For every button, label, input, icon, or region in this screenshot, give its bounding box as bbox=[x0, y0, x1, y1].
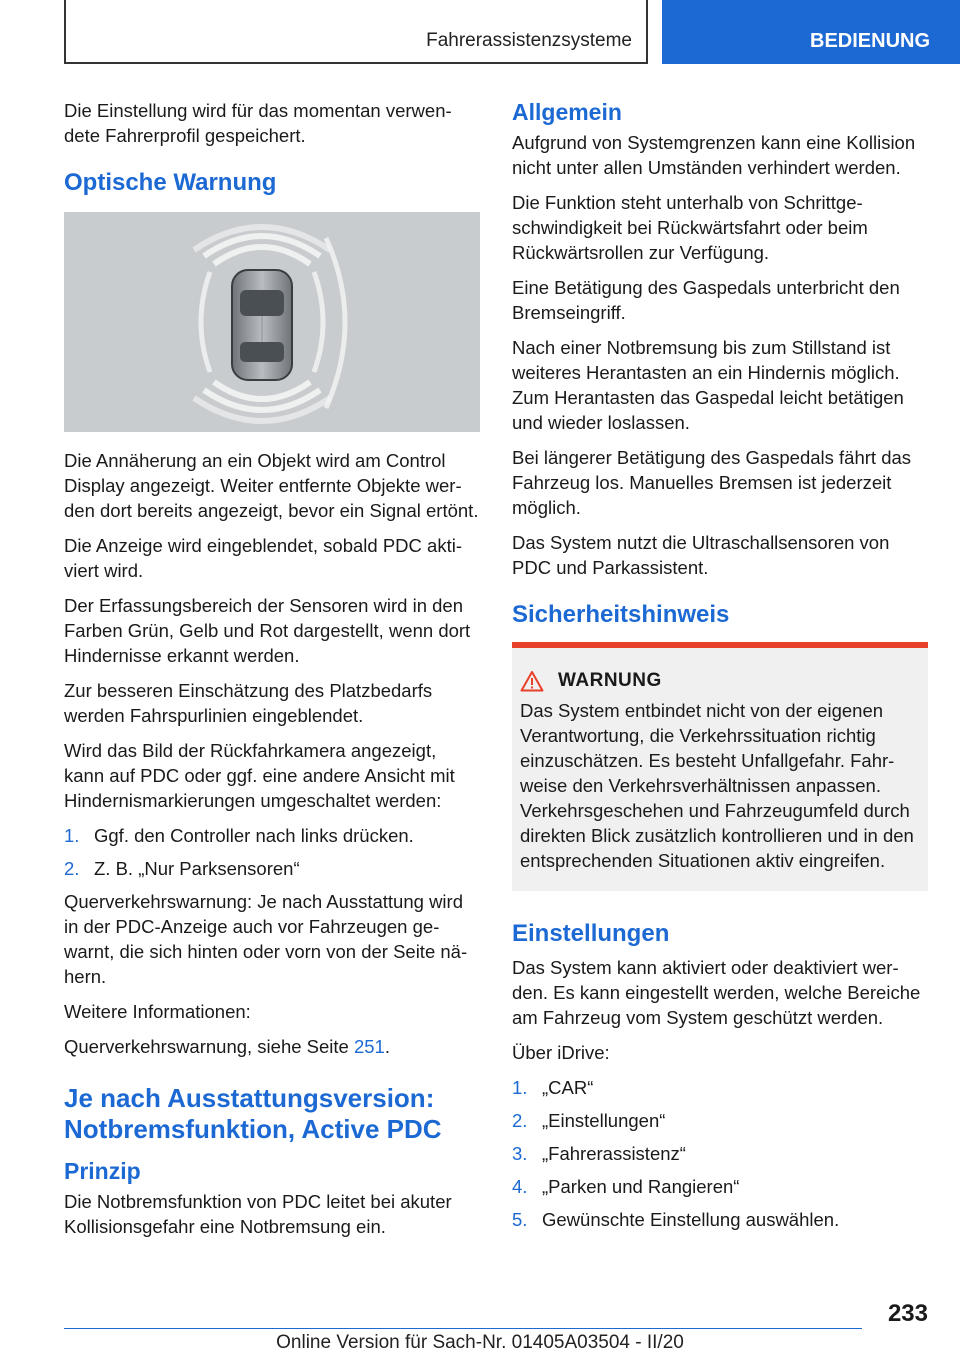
pdc-display-illustration bbox=[64, 212, 480, 432]
paragraph: Die Notbremsfunktion von PDC leitet bei akuter Kollisionsgefahr eine Notbremsung ein. bbox=[64, 1191, 452, 1237]
warning-triangle-icon bbox=[520, 670, 544, 692]
footer-text: Online Version für Sach-Nr. 01405A03504 - II/20 bbox=[276, 1332, 684, 1353]
warning-header bbox=[520, 670, 920, 692]
step-number: 5. bbox=[512, 1209, 528, 1230]
paragraph: Nach einer Notbremsung bis zum Stillstand ist weiteres Herantasten an ein Hindernis möglich. Zum Herantasten das Gaspedal leicht betätigen und wieder loslassen. bbox=[512, 337, 904, 433]
paragraph: Bei längerer Betätigung des Gaspedals fährt das Fahrzeug los. Manuelles Bremsen ist jederzeit möglich. bbox=[512, 447, 912, 518]
paragraph: Über iDrive: bbox=[512, 1042, 610, 1063]
step-number: 2. bbox=[64, 858, 80, 879]
header-chapter-title: BEDIENUNG bbox=[810, 30, 931, 52]
warning-box bbox=[512, 642, 928, 891]
paragraph: Zur besseren Einschätzung des Platzbedarfs werden Fahrspurlinien eingeblendet. bbox=[64, 680, 433, 726]
paragraph: Die Einstellung wird für das momentan verwendete Fahrerprofil gespeichert. bbox=[64, 100, 452, 146]
paragraph: Eine Betätigung des Gaspedals unterbricht den Bremseingriff. bbox=[512, 277, 900, 323]
list-item bbox=[512, 1174, 928, 1199]
paragraph: Aufgrund von Systemgrenzen kann eine Kollision nicht unter allen Umständen verhindert werden. bbox=[512, 132, 916, 178]
step-text: Ggf. den Controller nach links drücken. bbox=[94, 825, 414, 846]
list-item bbox=[512, 1075, 928, 1100]
car-sensor-icon bbox=[64, 212, 480, 432]
list-item bbox=[512, 1207, 928, 1232]
heading-optische-warnung: Optische Warnung bbox=[64, 169, 277, 196]
right-column bbox=[512, 98, 928, 1240]
list-item bbox=[512, 1141, 928, 1166]
heading-allgemein: Allgemein bbox=[512, 99, 622, 125]
header-chapter-box bbox=[662, 0, 960, 64]
list-item bbox=[512, 1108, 928, 1133]
step-number: 1. bbox=[64, 825, 80, 846]
heading-notbremsfunktion: Je nach Ausstattungsversion: Notbremsfunktion, Active PDC bbox=[64, 1083, 442, 1144]
page-number: 233 bbox=[887, 1300, 928, 1327]
paragraph bbox=[64, 1034, 480, 1059]
footer-divider bbox=[64, 1328, 862, 1329]
paragraph: Weitere Informationen: bbox=[64, 1001, 251, 1022]
warning-label: WARNUNG bbox=[558, 670, 662, 691]
warning-text: Das System entbindet nicht von der eigenen Verantwortung, die Verkehrssituation richtig einzuschätzen. Es besteht Unfallgefahr. Fahrweise den Verkehrsverhältnissen anpassen. Verkehrsgeschehen und Fahrzeugumfeld durch direkten Blick zusätzlich kontrollieren und in den entsprechenden Situationen aktiv eingreifen. bbox=[520, 700, 914, 871]
paragraph: Das System nutzt die Ultraschallsensoren von PDC und Parkassistent. bbox=[512, 532, 890, 578]
step-number: 1. bbox=[512, 1077, 528, 1098]
paragraph: Querverkehrswarnung: Je nach Ausstattung wird in der PDC-Anzeige auch vor Fahrzeugen gewarnt, die sich hinten oder vorn von der Seite nähern. bbox=[64, 891, 468, 987]
heading-einstellungen: Einstellungen bbox=[512, 920, 670, 947]
step-number: 3. bbox=[512, 1143, 528, 1164]
page-link[interactable]: 251 bbox=[353, 1036, 385, 1057]
heading-sicherheitshinweis: Sicherheitshinweis bbox=[512, 601, 730, 628]
paragraph: Wird das Bild der Rückfahrkamera angezeigt, kann auf PDC oder ggf. eine andere Ansicht mit Hindernismarkierungen umgeschaltet werden: bbox=[64, 740, 455, 811]
step-number: 2. bbox=[512, 1110, 528, 1131]
step-list bbox=[64, 823, 480, 881]
step-text: „Fahrerassistenz“ bbox=[542, 1143, 686, 1164]
step-text: „Parken und Rangieren“ bbox=[542, 1176, 740, 1197]
header-section-title: Fahrerassistenzsysteme bbox=[426, 30, 632, 51]
step-text: „Einstellungen“ bbox=[542, 1110, 666, 1131]
list-item bbox=[64, 856, 480, 881]
step-text: Z. B. „Nur Parksensoren“ bbox=[94, 858, 300, 879]
step-text: Gewünschte Einstellung auswählen. bbox=[542, 1209, 840, 1230]
heading-prinzip: Prinzip bbox=[64, 1158, 141, 1184]
header-section-box bbox=[64, 0, 648, 64]
list-item bbox=[64, 823, 480, 848]
paragraph: Das System kann aktiviert oder deaktiviert werden. Es kann eingestellt werden, welche Bereiche am Fahrzeug vom System geschützt werden. bbox=[512, 957, 921, 1028]
paragraph: Der Erfassungsbereich der Sensoren wird in den Farben Grün, Gelb und Rot dargestellt, wenn dort Hindernisse erkannt werden. bbox=[64, 595, 471, 666]
step-text: „CAR“ bbox=[542, 1077, 594, 1098]
left-column bbox=[64, 98, 480, 1249]
reference-text: Querverkehrswarnung, siehe Seite bbox=[64, 1036, 354, 1057]
paragraph: Die Funktion steht unterhalb von Schrittgeschwindigkeit bei Rückwärtsfahrt oder beim Rückwärtsrollen zur Verfügung. bbox=[512, 192, 868, 263]
step-list bbox=[512, 1075, 928, 1232]
step-number: 4. bbox=[512, 1176, 528, 1197]
paragraph: Die Anzeige wird eingeblendet, sobald PDC aktiviert wird. bbox=[64, 535, 462, 581]
paragraph: Die Annäherung an ein Objekt wird am Control Display angezeigt. Weiter entfernte Objekte werden dort bereits angezeigt, bevor ein Signal ertönt. bbox=[64, 450, 479, 521]
reference-suffix: . bbox=[384, 1036, 390, 1057]
